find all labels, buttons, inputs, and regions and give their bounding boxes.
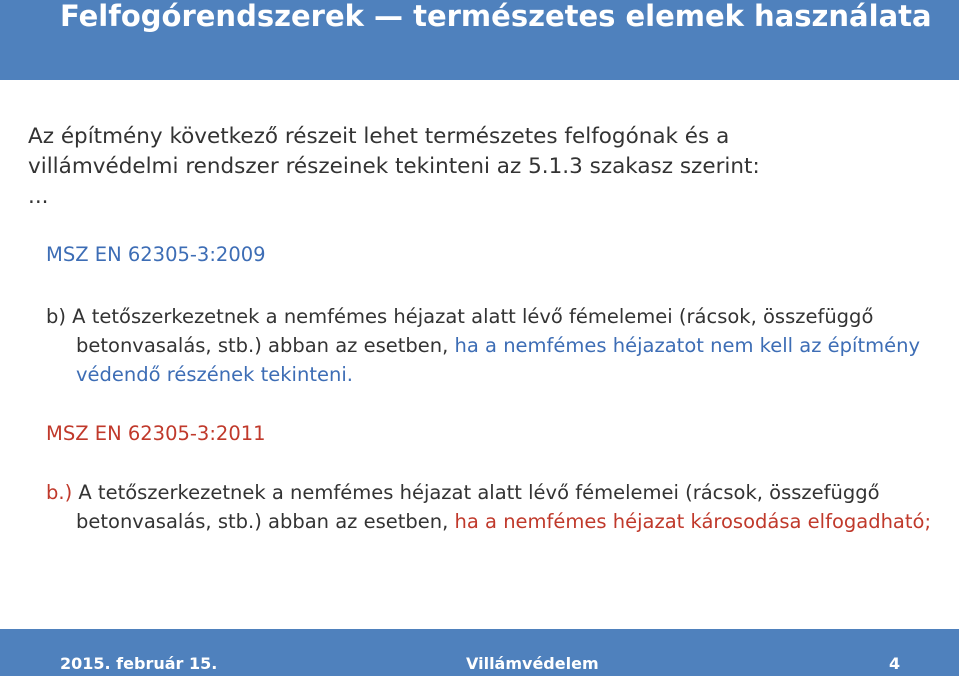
clause-2009-text: b) A tetőszerkezetnek a nemfémes héjazat alatt lévő fémelemei (rácsok, összefüggő betonvasalás, stb.) abban az esetben, <box>46 305 874 357</box>
intro-line-1: Az építmény következő részeit lehet természetes felfogónak és a <box>28 124 730 149</box>
clause-2011-prefix: b.) <box>46 481 73 504</box>
clause-2011 <box>46 478 959 536</box>
standard-2009-heading: MSZ EN 62305-3:2009 <box>46 243 266 266</box>
standard-2011-heading: MSZ EN 62305-3:2011 <box>46 422 266 445</box>
footer-title: Villámvédelem <box>466 654 599 673</box>
intro-line-2: villámvédelmi rendszer részeinek tekinteni az 5.1.3 szakasz szerint: <box>28 154 760 179</box>
clause-2009 <box>46 302 959 389</box>
clause-2011-text: A tetőszerkezetnek a nemfémes héjazat alatt lévő fémelemei (rácsok, összefüggő betonvasalás, stb.) abban az esetben, <box>72 481 880 533</box>
title-bar <box>0 0 959 80</box>
intro-line-3: ... <box>28 184 49 209</box>
clause-2009-highlight: ha a nemfémes héjazatot nem kell az építmény védendő részének tekinteni. <box>76 334 920 386</box>
intro-text <box>28 122 928 212</box>
page-number: 4 <box>889 654 901 673</box>
slide-title: Felfogórendszerek — természetes elemek használata <box>60 0 932 33</box>
footer-date: 2015. február 15. <box>60 654 218 673</box>
clause-2011-highlight: ha a nemfémes héjazat károsodása elfogadható; <box>454 510 932 533</box>
